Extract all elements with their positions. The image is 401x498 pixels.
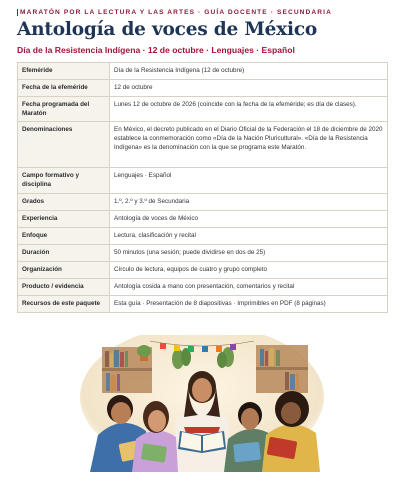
table-row (18, 228, 388, 245)
table-row (18, 63, 388, 80)
table-row (18, 279, 388, 296)
kicker-text: MARATÓN POR LA LECTURA Y LAS ARTES · GUÍA DOCENTE · SECUNDARIA (17, 9, 332, 16)
table-row (18, 168, 388, 194)
table-row (18, 245, 388, 262)
table-row (18, 211, 388, 228)
row-label: Grados (18, 194, 110, 211)
row-label: Fecha de la efeméride (18, 80, 110, 97)
row-value: 50 minutos (una sesión; puede dividirse en dos de 25) (110, 245, 388, 262)
row-value: 1.º, 2.º y 3.º de Secundaria (110, 194, 388, 211)
row-value: Esta guía · Presentación de 8 diapositivas · Imprimibles en PDF (8 páginas) (110, 296, 388, 313)
row-label: Fecha programada del Maratón (18, 97, 110, 122)
row-value: Lectura, clasificación y recital (110, 228, 388, 245)
reading-circle-illustration (80, 335, 324, 472)
table-row (18, 97, 388, 122)
row-value: Día de la Resistencia Indígena (12 de octubre) (110, 63, 388, 80)
row-label: Campo formativo y disciplina (18, 168, 110, 194)
row-value: 12 de octubre (110, 80, 388, 97)
table-row (18, 122, 388, 168)
row-label: Efeméride (18, 63, 110, 80)
table-row (18, 80, 388, 97)
row-value: Lunes 12 de octubre de 2026 (coincide con la fecha de la efeméride; es día de clases). (110, 97, 388, 122)
table-row (18, 262, 388, 279)
page-subtitle: Día de la Resistencia Indígena · 12 de octubre · Lenguajes · Español (17, 45, 295, 55)
row-value: En México, el decreto publicado en el Diario Oficial de la Federación el 18 de diciembre de 2020 establece la conmemoración como «Día de la Nación Pluricultural». «Día de la Resistencia Indígena» es la denominación con la que se programa este Maratón. (110, 122, 388, 168)
info-table (17, 62, 388, 313)
row-value: Círculo de lectura, equipos de cuatro y grupo completo (110, 262, 388, 279)
row-label: Enfoque (18, 228, 110, 245)
row-label: Producto / evidencia (18, 279, 110, 296)
row-value: Antología cosida a mano con presentación, comentarios y recital (110, 279, 388, 296)
page-title: Antología de voces de México (17, 19, 318, 40)
row-label: Organización (18, 262, 110, 279)
table-row (18, 194, 388, 211)
row-label: Experiencia (18, 211, 110, 228)
row-label: Duración (18, 245, 110, 262)
row-label: Denominaciones (18, 122, 110, 168)
students-reading-image (80, 335, 324, 472)
row-value: Antología de voces de México (110, 211, 388, 228)
table-row (18, 296, 388, 313)
row-value: Lenguajes · Español (110, 168, 388, 194)
bookshelf-right (256, 345, 308, 393)
row-label: Recursos de este paquete (18, 296, 110, 313)
